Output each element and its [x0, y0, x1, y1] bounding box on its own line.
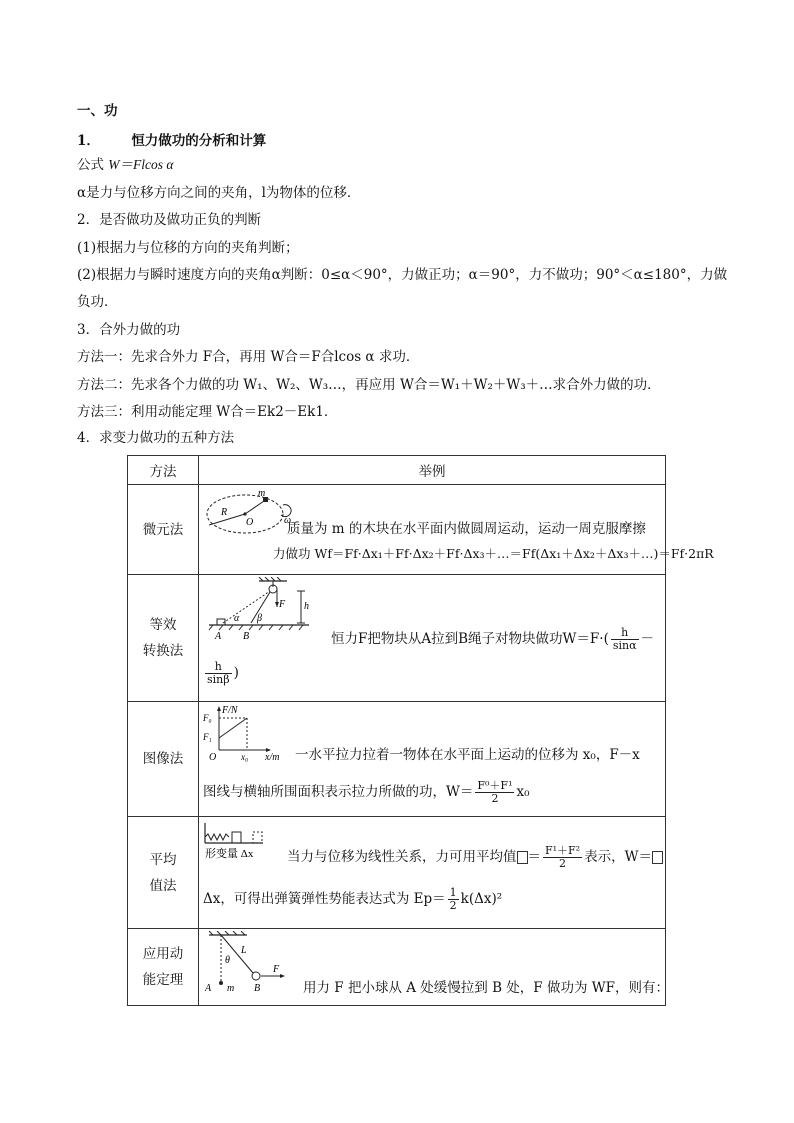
spring-label: 形变量 Δx — [205, 848, 254, 860]
formula-description: α是力与位移方向之间的夹角，l为物体的位移． — [77, 185, 361, 201]
circle-motion-figure — [203, 487, 293, 537]
example-cell — [199, 485, 714, 575]
table-row — [128, 485, 666, 575]
fraction-numerator: h — [205, 661, 232, 674]
example-text-line1: 质量为 m 的木块在水平面内做圆周运动，运动一周克服摩擦 — [287, 521, 646, 537]
paragraph-2a: (1)根据力与位移的方向的夹角判断； — [77, 240, 299, 256]
table-row — [128, 817, 666, 929]
placeholder-box — [652, 851, 663, 864]
fraction-average — [543, 845, 582, 870]
method-cell — [128, 485, 199, 575]
example-text-line2 — [203, 887, 502, 912]
example-text-part: 表示，W＝ — [584, 849, 652, 865]
table-header-row — [128, 456, 666, 485]
label-x0: x₀ — [241, 752, 249, 762]
label-R: R — [221, 507, 228, 518]
example-text-line1: 一水平拉力拉着一物体在水平面上运动的位移为 x₀，F－x — [295, 747, 640, 763]
axis-label-x: x/m — [265, 752, 280, 762]
heading-2: 2．是否做功及做功正负的判断 — [77, 212, 262, 228]
example-text-part: k(Δx)² — [460, 891, 503, 907]
spring-figure — [203, 821, 275, 861]
table-row — [128, 929, 666, 1006]
method-cell — [128, 702, 199, 817]
label-O: O — [246, 517, 254, 528]
label-alpha: α — [234, 613, 240, 624]
heading-3: 3．合外力做的功 — [77, 322, 181, 338]
example-text-part: ＝ — [527, 849, 541, 865]
example-text-line2 — [203, 661, 239, 686]
label-F1: F₁ — [203, 732, 212, 742]
pendulum-ball — [252, 972, 260, 980]
example-cell — [199, 817, 666, 929]
spring — [205, 834, 229, 840]
label-omega: ω — [284, 515, 292, 526]
method-three: 方法三：利用动能定理 W合＝Ek2－Ek1． — [77, 404, 338, 420]
label-m: m — [227, 983, 235, 994]
label-theta: θ — [225, 955, 230, 966]
method-name-line1: 平均 — [149, 851, 177, 868]
fraction-denominator: 2 — [559, 857, 567, 870]
example-text-line2: 力做功 Wf＝Ff·Δx₁＋Ff·Δx₂＋Ff·Δx₃＋…＝Ff(Δx₁＋Δx₂＋Δx₃＋…)＝Ff·2πR — [273, 546, 714, 561]
pulley-figure — [203, 577, 323, 641]
heading-1-text: 恒力做功的分析和计算 — [131, 133, 267, 149]
example-text-line1 — [331, 627, 654, 652]
method-name-line2: 值法 — [149, 877, 177, 894]
label-A: A — [215, 631, 222, 641]
label-beta: β — [257, 613, 262, 624]
pendulum-figure — [203, 931, 295, 995]
label-h: h — [304, 601, 309, 612]
fraction-denominator: 2 — [449, 899, 457, 912]
heading-1 — [77, 131, 266, 151]
example-text-part: － — [640, 631, 655, 647]
formula-prefix: 公式 — [77, 157, 109, 173]
methods-table — [127, 455, 714, 1006]
header-method: 方法 — [128, 456, 199, 485]
example-text-part: 恒力F把物块从A拉到B绳子对物块做功W＝F·( — [331, 631, 609, 647]
fraction-denominator: 2 — [491, 792, 499, 805]
table-row — [128, 702, 666, 817]
force-displacement-graph — [201, 704, 293, 762]
example-text-line1: 用力 F 把小球从 A 处缓慢拉到 B 处，F 做功为 WF，则有： — [303, 980, 669, 996]
fraction-numerator: h — [611, 627, 639, 640]
example-text-line2 — [203, 780, 530, 805]
label-A: A — [205, 983, 212, 994]
paragraph-2b-line1: (2)根据力与瞬时速度方向的夹角α判断：0≤α＜90°，力做正功；α＝90°，力不做功；90°＜α≤180°，力做 — [77, 267, 728, 283]
placeholder-box — [517, 851, 528, 864]
method-cell — [128, 929, 199, 1006]
example-cell — [199, 929, 669, 1006]
method-name-line2: 转换法 — [142, 643, 184, 659]
fraction-average-force — [475, 780, 514, 805]
example-cell — [199, 702, 666, 817]
example-cell — [199, 575, 666, 702]
label-F: F — [279, 599, 286, 610]
label-B: B — [243, 631, 250, 641]
example-text-part: x₀ — [516, 784, 530, 800]
section-title: 一、功 — [77, 103, 118, 119]
fraction-numerator: 1 — [449, 886, 457, 899]
label-B: B — [254, 983, 261, 994]
fraction-numerator: F¹＋F² — [545, 844, 581, 857]
example-text-part: Δx，可得出弹簧弹性势能表达式为 Ep＝ — [203, 891, 446, 907]
method-one: 方法一：先求合外力 F合，再用 W合＝F合lcos α 求功． — [77, 349, 420, 365]
heading-4: 4．求变力做功的五种方法 — [77, 430, 235, 446]
fraction-denominator: sinα — [612, 639, 637, 652]
label-origin: O — [209, 752, 217, 762]
graph-line — [219, 718, 247, 738]
heading-1-number: 1． — [77, 133, 100, 149]
block — [232, 832, 241, 843]
pendulum-string — [221, 935, 253, 973]
label-F: F — [273, 964, 280, 975]
fraction-h-sin-alpha — [611, 627, 639, 652]
fraction-denominator: sinβ — [207, 673, 230, 686]
method-name-line1: 应用动 — [142, 946, 184, 962]
header-example: 举例 — [199, 456, 666, 485]
label-L: L — [241, 945, 247, 956]
example-text-part: 当力与位移为线性关系，力可用平均值 — [287, 849, 517, 865]
paragraph-2b-line2: 负功． — [77, 294, 118, 310]
method-name-line1: 等效 — [149, 617, 177, 633]
method-cell — [128, 817, 199, 929]
method-name: 图像法 — [142, 751, 184, 767]
example-text-line1 — [287, 845, 663, 870]
axis-label-y: F/N — [222, 705, 238, 716]
label-m: m — [258, 488, 266, 499]
fraction-numerator: F⁰＋F¹ — [477, 779, 513, 792]
label-F0: F₀ — [203, 713, 212, 723]
method-cell — [128, 575, 199, 702]
table-row — [128, 575, 666, 702]
example-text-part: ) — [233, 665, 239, 681]
fraction-h-sin-beta — [205, 661, 232, 686]
method-name: 微元法 — [142, 521, 184, 538]
method-name-line2: 能定理 — [142, 972, 184, 988]
formula: W＝Flcos α — [108, 157, 174, 172]
example-text-part: 图线与横轴所围面积表示拉力所做的功，W＝ — [203, 784, 474, 800]
fraction-half — [448, 887, 459, 912]
method-two: 方法二：先求各个力做的功 W₁、W₂、W₃…，再应用 W合＝W₁＋W₂＋W₃＋…求合外力做的功． — [77, 377, 661, 393]
formula-line — [77, 155, 174, 175]
